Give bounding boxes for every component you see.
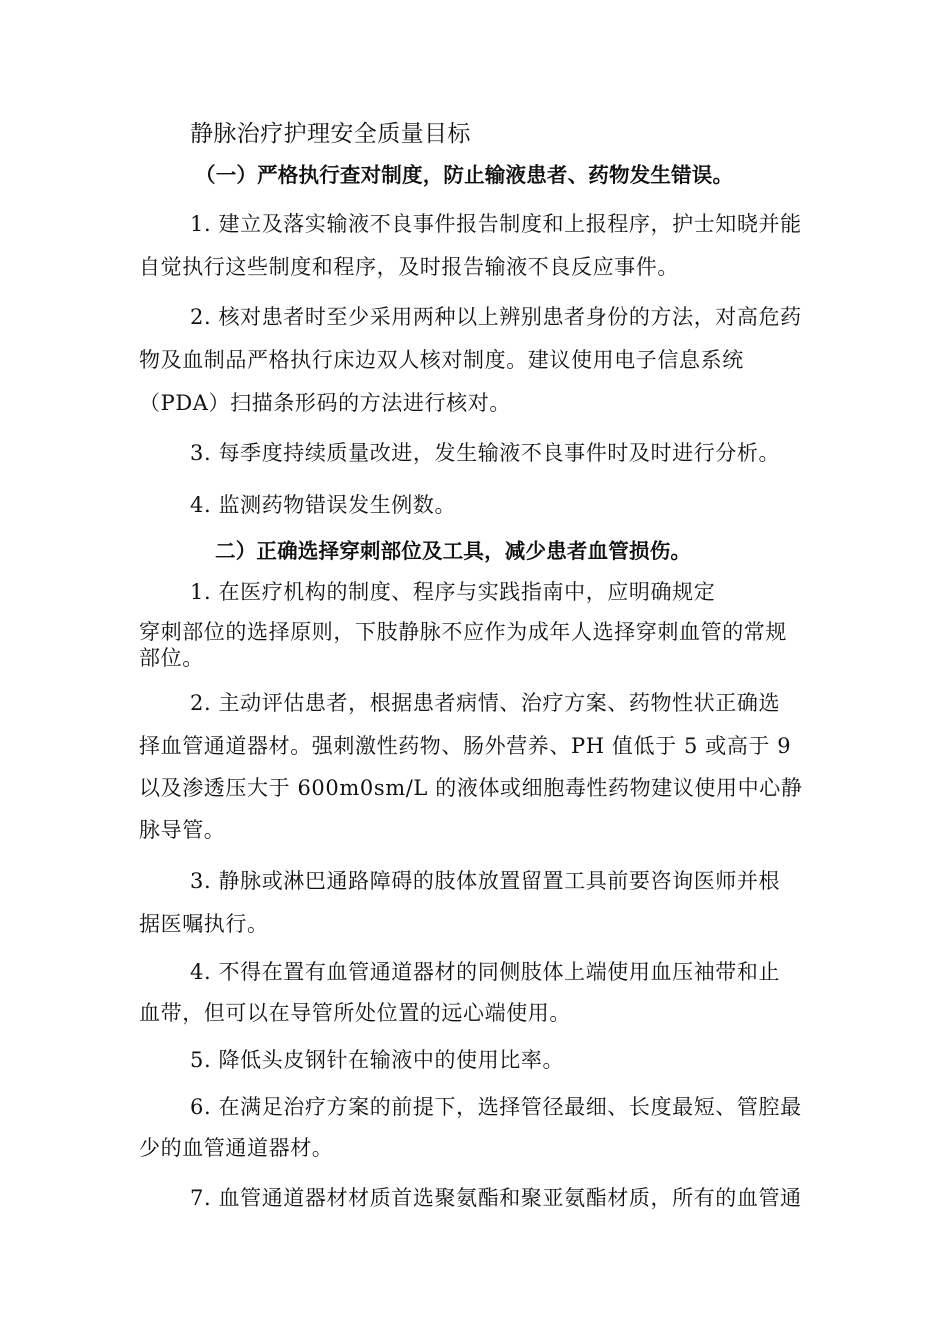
s2-p2-line-4: 脉导管。 [139, 818, 226, 842]
s2-p6-line-2: 少的血管通道器材。 [139, 1136, 334, 1160]
s1-p2-line-2: 物及血制品严格执行床边双人核对制度。建议使用电子信息系统 [139, 348, 744, 372]
document-title: 静脉治疗护理安全质量目标 [190, 121, 471, 147]
s2-p2-line-2: 择血管通道器材。强刺激性药物、肠外营养、PH 值低于 5 或高于 9 [139, 734, 792, 758]
s1-p4-line-1: 4. 监测药物错误发生例数。 [190, 493, 457, 517]
s1-p1-line-1: 1. 建立及落实输液不良事件报告制度和上报程序，护士知晓并能 [190, 212, 802, 236]
s2-p4-line-1: 4. 不得在置有血管通道器材的同侧肢体上端使用血压袖带和止 [190, 960, 781, 984]
s2-p4-line-2: 血带，但可以在导管所处位置的远心端使用。 [139, 1001, 571, 1025]
s2-p1-line-2: 穿刺部位的选择原则，下肢静脉不应作为成年人选择穿刺血管的常规 [139, 620, 787, 644]
section-2-heading: 二）正确选择穿刺部位及工具，减少患者血管损伤。 [215, 539, 692, 563]
s2-p6-line-1: 6. 在满足治疗方案的前提下，选择管径最细、长度最短、管腔最 [190, 1095, 802, 1119]
s2-p3-line-2: 据医嘱执行。 [139, 912, 269, 936]
s1-p3-line-1: 3. 每季度持续质量改进，发生输液不良事件时及时进行分析。 [190, 441, 781, 465]
s1-p2-line-1: 2. 核对患者时至少采用两种以上辨别患者身份的方法，对高危药 [190, 305, 802, 329]
s2-p2-line-1: 2. 主动评估患者，根据患者病情、治疗方案、药物性状正确选 [190, 691, 781, 715]
section-1-heading: （一）严格执行查对制度，防止输液患者、药物发生错误。 [195, 163, 734, 187]
s2-p2-line-3: 以及渗透压大于 600m0sm/L 的液体或细胞毒性药物建议使用中心静 [139, 776, 803, 800]
s1-p1-line-2: 自觉执行这些制度和程序，及时报告输液不良反应事件。 [139, 255, 679, 279]
s2-p7-line-1: 7. 血管通道器材材质首选聚氨酯和聚亚氨酯材质，所有的血管通 [190, 1186, 802, 1210]
s2-p1-line-3: 部位。 [139, 646, 204, 670]
s2-p1-line-1: 1. 在医疗机构的制度、程序与实践指南中，应明确规定 [190, 580, 716, 604]
s1-p2-line-3: （PDA）扫描条形码的方法进行核对。 [139, 391, 511, 415]
s2-p5-line-1: 5. 降低头皮钢针在输液中的使用比率。 [190, 1048, 565, 1072]
s2-p3-line-1: 3. 静脉或淋巴通路障碍的肢体放置留置工具前要咨询医师并根 [190, 869, 781, 893]
